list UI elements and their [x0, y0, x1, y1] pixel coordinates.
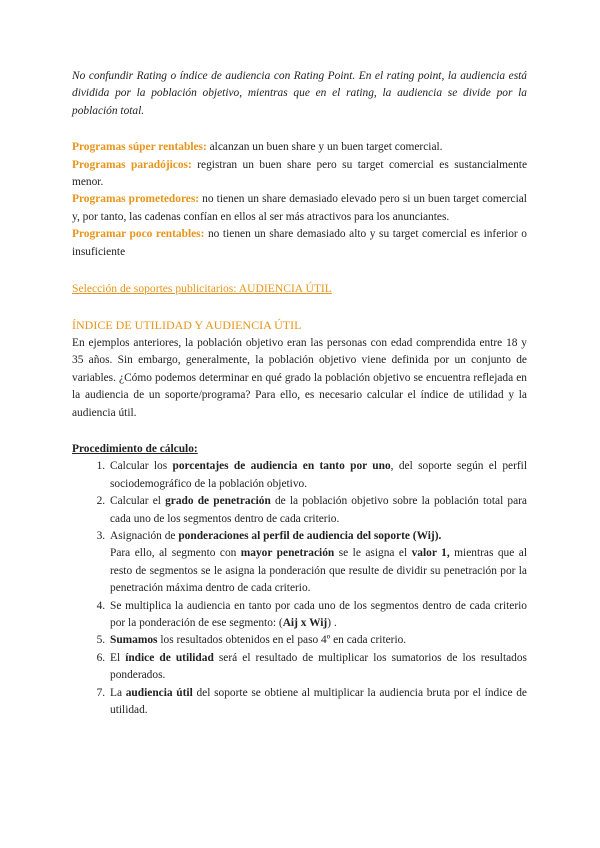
- section-heading: ÍNDICE DE UTILIDAD Y AUDIENCIA ÚTIL: [72, 318, 302, 333]
- section-link[interactable]: Selección de soportes publicitarios: AUDIENCIA ÚTIL: [72, 282, 332, 296]
- step-1: 1. Calcular los porcentajes de audiencia en tanto por uno, del soporte según el perfil sociodemográfico de la población objetivo.: [108, 458, 527, 493]
- program-item: [72, 157, 527, 192]
- program-item: [72, 139, 527, 156]
- program-text: no tienen un share demasiado alto y su target comercial es inferior o insuficiente: [72, 228, 527, 258]
- program-item: [72, 191, 527, 226]
- program-text: alcanzan un buen share y un buen target comercial.: [206, 141, 443, 154]
- step-6: 6. El índice de utilidad será el resultado de multiplicar los sumatorios de los resultados ponderados.: [108, 650, 527, 685]
- program-item: [72, 226, 527, 261]
- program-text: registran un buen share pero su target comercial es sustancialmente menor.: [72, 158, 527, 189]
- step-4: 4. Se multiplica la audiencia en tanto por cada uno de los segmentos dentro de cada criterio por la ponderación de ese segmento: (Aij x Wij) .: [108, 598, 527, 633]
- document-page: [72, 68, 527, 719]
- procedure-title: Procedimiento de cálculo:: [72, 442, 198, 455]
- program-label: Programar poco rentables:: [72, 228, 205, 241]
- program-label: Programas paradójicos:: [72, 158, 192, 171]
- step-3: 3. Asignación de ponderaciones al perfil de audiencia del soporte (Wij). Para ello, al segmento con mayor penetración se le asigna el valor 1, mientras que al resto de segmentos se le asigna la ponderación que resulte de dividir su penetración por la penetración máxima dentro de cada criterio.: [108, 528, 527, 598]
- program-label: Programas prometedores:: [72, 193, 200, 206]
- procedure-steps: [72, 458, 527, 719]
- step-7: 7. La audiencia útil del soporte se obtiene al multiplicar la audiencia bruta por el índice de utilidad.: [108, 685, 527, 720]
- step-2: 2. Calcular el grado de penetración de la población objetivo sobre la población total para cada uno de los segmentos dentro de cada criterio.: [108, 493, 527, 528]
- intro-paragraph: En ejemplos anteriores, la población objetivo eran las personas con edad comprendida entre 18 y 35 años. Sin embargo, generalmente, la población objetivo viene definida por un conjunto de variables. ¿Cómo podemos determinar en qué grado la población objetivo se encuentra reflejada en la audiencia de un soporte/programa? Para ello, es necesario calcular el índice de utilidad y la audiencia útil.: [72, 336, 527, 419]
- rating-note: No confundir Rating o índice de audiencia con Rating Point. En el rating point, la audiencia está dividida por la población objetivo, mientras que en el rating, la audiencia se divide por la población total.: [72, 70, 527, 117]
- program-text: no tienen un share demasiado elevado pero si un buen target comercial y, por tanto, las cadenas confían en ellos al ser más atractivos para los anunciantes.: [72, 193, 527, 223]
- program-label: Programas súper rentables:: [72, 141, 207, 154]
- step-5: 5. Sumamos los resultados obtenidos en el paso 4º en cada criterio.: [108, 632, 527, 649]
